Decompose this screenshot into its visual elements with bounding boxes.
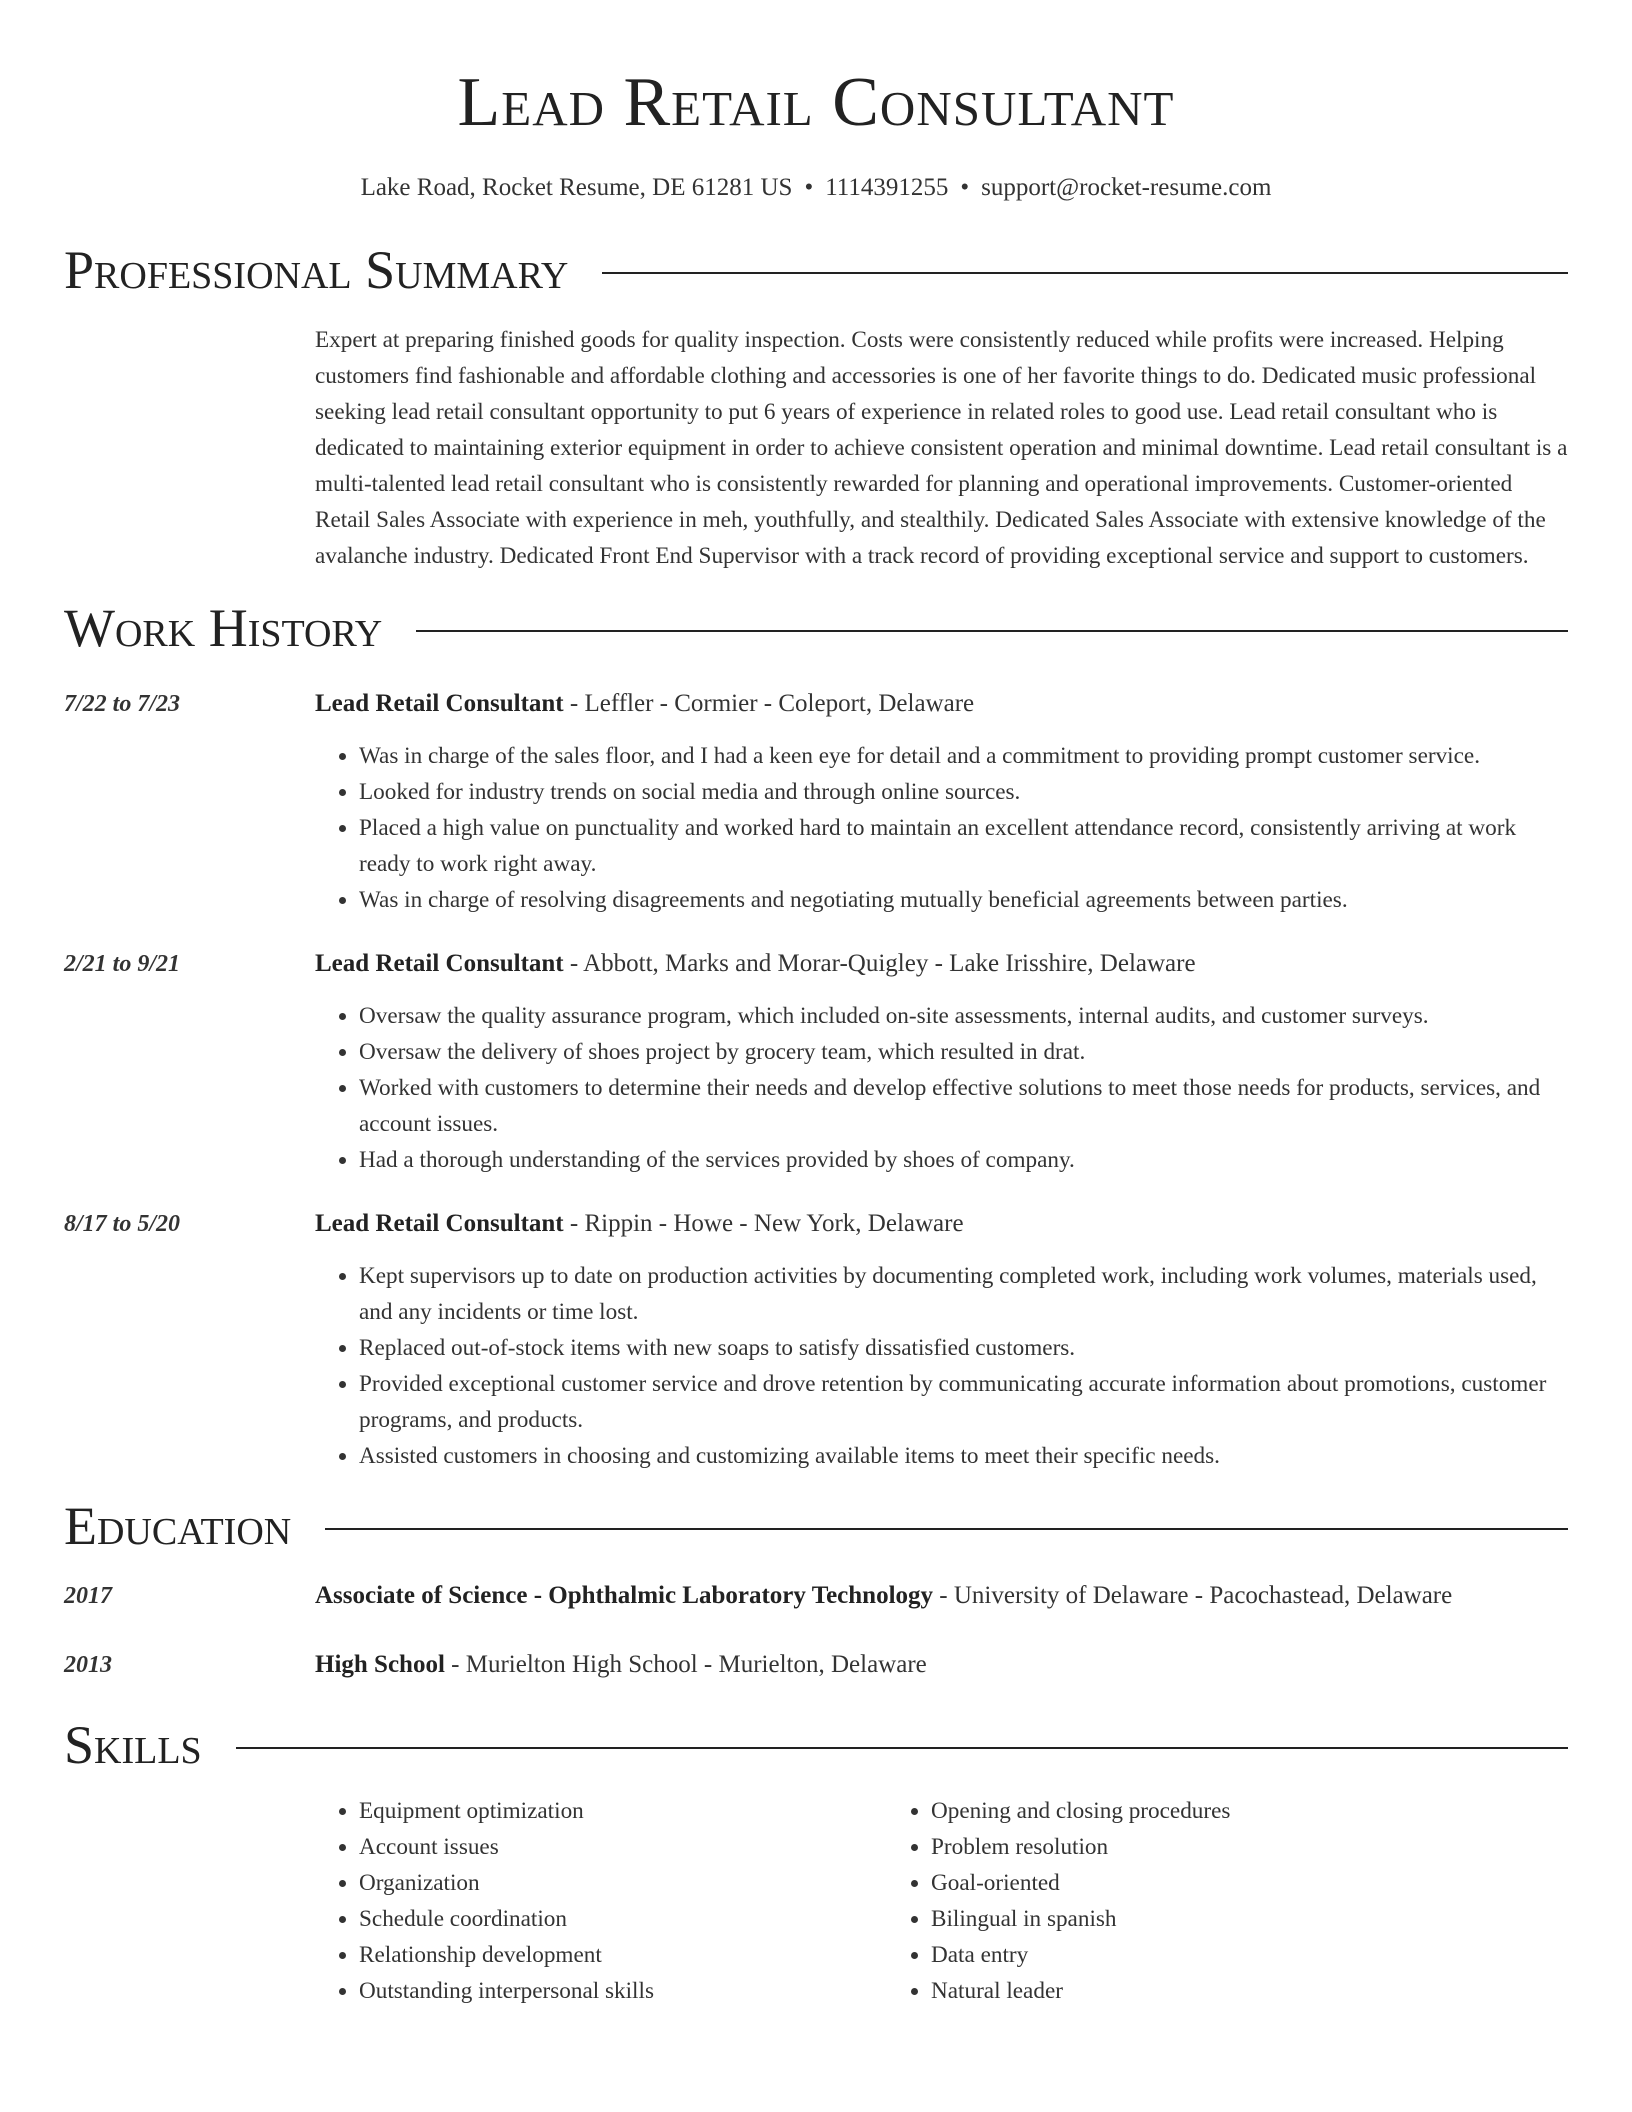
work-section-title: Work History	[64, 598, 383, 658]
job-heading	[315, 686, 1568, 722]
skill-item: • Bilingual in spanish	[931, 1901, 1568, 1937]
job-bullets	[315, 1258, 1568, 1474]
skills-column-right	[887, 1793, 1568, 2009]
skill-item: • Relationship development	[359, 1937, 887, 1973]
education-line	[315, 1647, 1568, 1683]
education-degree: Associate of Science - Ophthalmic Laboratory Technology	[315, 1582, 934, 1609]
section-divider	[236, 1747, 1568, 1749]
job-title: Lead Retail Consultant	[315, 1210, 564, 1237]
contact-phone: 1114391255	[825, 174, 949, 201]
education-section-title: Education	[64, 1496, 292, 1556]
job-entry	[64, 946, 1568, 1178]
skill-item: • Schedule coordination	[359, 1901, 887, 1937]
job-bullet: • Oversaw the delivery of shoes project by grocery team, which resulted in drat.	[359, 1034, 1568, 1070]
skill-item: • Equipment optimization	[359, 1793, 887, 1829]
education-school: - University of Delaware - Pacochastead, Delaware	[933, 1582, 1453, 1609]
skills-column-left	[315, 1793, 887, 2009]
job-title: Lead Retail Consultant	[315, 690, 564, 717]
summary-section-header	[64, 238, 1568, 302]
summary-section-title: Professional Summary	[64, 240, 569, 300]
job-bullet: • Was in charge of resolving disagreements and negotiating mutually beneficial agreements between parties.	[359, 882, 1568, 918]
education-school: - Murielton High School - Murielton, Delaware	[444, 1651, 927, 1678]
job-bullet: • Was in charge of the sales floor, and I had a keen eye for detail and a commitment to providing prompt customer service.	[359, 738, 1568, 774]
skill-item: • Organization	[359, 1865, 887, 1901]
section-divider	[602, 272, 1568, 274]
job-heading	[315, 946, 1568, 982]
skills-section-title: Skills	[64, 1715, 202, 1775]
contact-line	[64, 172, 1568, 204]
education-line	[315, 1578, 1568, 1614]
contact-email: support@rocket-resume.com	[981, 174, 1272, 201]
job-bullet: • Looked for industry trends on social media and through online sources.	[359, 774, 1568, 810]
skill-item: • Goal-oriented	[931, 1865, 1568, 1901]
summary-text: Expert at preparing finished goods for quality inspection. Costs were consistently reduced while profits were increased. Helping customers find fashionable and affordable clothing and accessories is one of her favorite things to do. Dedicated music professional seeking lead retail consultant opportunity to put 6 years of experience in related roles to good use. Lead retail consultant who is dedicated to maintaining exterior equipment in order to achieve consistent operation and minimal downtime. Lead retail consultant is a multi-talented lead retail consultant who is consistently rewarded for planning and operational improvements. Customer-oriented Retail Sales Associate with experience in meh, youthfully, and stealthily. Dedicated Sales Associate with extensive knowledge of the avalanche industry. Dedicated Front End Supervisor with a track record of providing exceptional service and support to customers.	[315, 327, 1568, 569]
education-entry	[64, 1578, 1568, 1614]
education-section-header	[64, 1494, 1568, 1558]
work-section-header	[64, 596, 1568, 660]
skill-item: • Opening and closing procedures	[931, 1793, 1568, 1829]
job-bullet: • Placed a high value on punctuality and worked hard to maintain an excellent attendance record, consistently arriving at work ready to work right away.	[359, 810, 1568, 882]
job-bullet: • Had a thorough understanding of the services provided by shoes of company.	[359, 1142, 1568, 1178]
job-bullet: • Replaced out-of-stock items with new soaps to satisfy dissatisfied customers.	[359, 1330, 1568, 1366]
job-bullets	[315, 998, 1568, 1178]
job-heading	[315, 1206, 1568, 1242]
section-divider	[325, 1528, 1568, 1530]
job-bullet: • Worked with customers to determine their needs and develop effective solutions to meet those needs for products, services, and account issues.	[359, 1070, 1568, 1142]
job-bullet: • Kept supervisors up to date on production activities by documenting completed work, including work volumes, materials used, and any incidents or time lost.	[359, 1258, 1568, 1330]
skill-item: • Problem resolution	[931, 1829, 1568, 1865]
contact-separator: •	[960, 174, 970, 201]
job-bullet: • Provided exceptional customer service and drove retention by communicating accurate information about promotions, customer programs, and products.	[359, 1366, 1568, 1438]
job-entry	[64, 1206, 1568, 1474]
job-body	[315, 686, 1568, 918]
skill-item: • Outstanding interpersonal skills	[359, 1973, 887, 2009]
job-dates: 7/22 to 7/23	[64, 691, 181, 717]
job-bullets	[315, 738, 1568, 918]
job-employer: - Abbott, Marks and Morar-Quigley - Lake Irisshire, Delaware	[563, 950, 1196, 977]
job-entry	[64, 686, 1568, 918]
education-degree: High School	[315, 1651, 445, 1678]
education-year: 2017	[64, 1583, 112, 1609]
resume-name: Lead Retail Consultant	[457, 64, 1175, 141]
skill-item: • Data entry	[931, 1937, 1568, 1973]
job-dates: 2/21 to 9/21	[64, 951, 181, 977]
section-divider	[416, 630, 1568, 632]
contact-address: Lake Road, Rocket Resume, DE 61281 US	[360, 174, 793, 201]
education-entry	[64, 1647, 1568, 1683]
skills-list	[315, 1793, 1568, 2009]
contact-separator: •	[804, 174, 814, 201]
job-bullet: • Assisted customers in choosing and customizing available items to meet their specific needs.	[359, 1438, 1568, 1474]
job-employer: - Leffler - Cormier - Coleport, Delaware	[563, 690, 975, 717]
job-employer: - Rippin - Howe - New York, Delaware	[563, 1210, 964, 1237]
skill-item: • Natural leader	[931, 1973, 1568, 2009]
job-body	[315, 1206, 1568, 1474]
education-year: 2013	[64, 1652, 112, 1678]
job-dates: 8/17 to 5/20	[64, 1211, 181, 1237]
job-bullet: • Oversaw the quality assurance program, which included on-site assessments, internal audits, and customer surveys.	[359, 998, 1568, 1034]
job-body	[315, 946, 1568, 1178]
job-title: Lead Retail Consultant	[315, 950, 564, 977]
skill-item: • Account issues	[359, 1829, 887, 1865]
skills-section-header	[64, 1713, 1568, 1777]
